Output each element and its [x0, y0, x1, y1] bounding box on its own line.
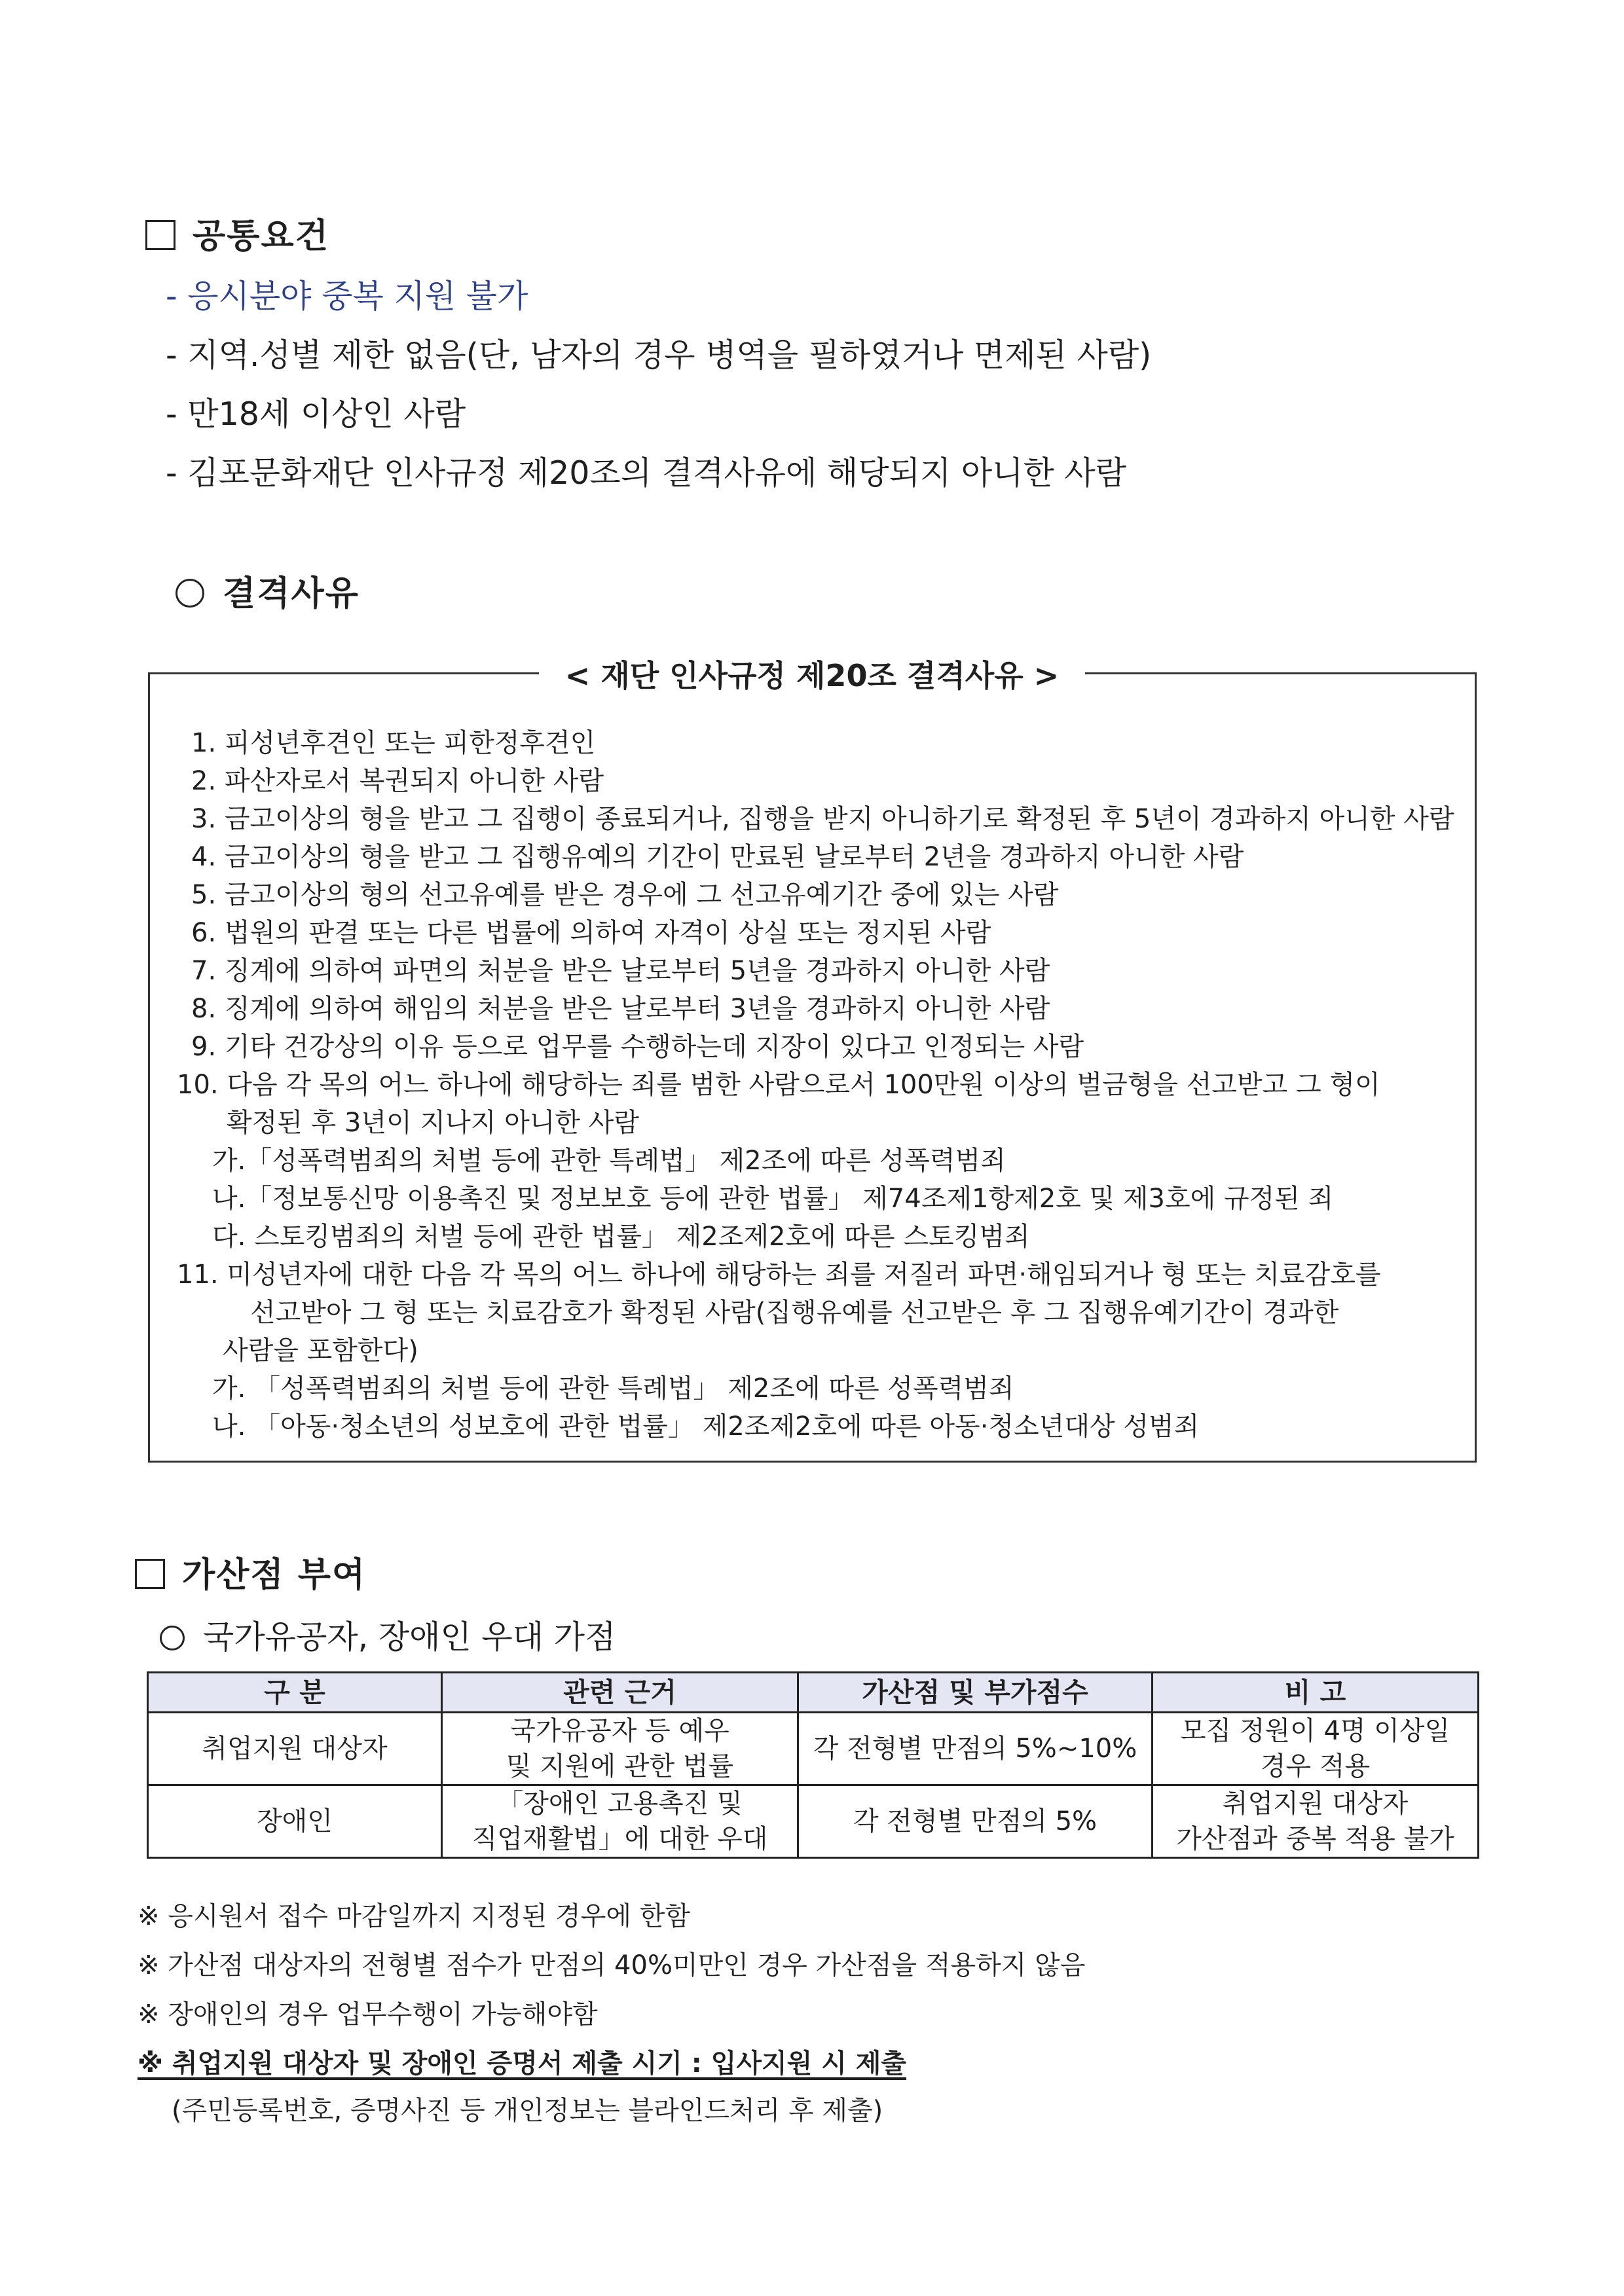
- disq-item-11-cont-2: 사람을 포함한다): [223, 1336, 418, 1366]
- cell-remarks: 취업지원 대상자 가산점과 중복 적용 불가: [1153, 1785, 1479, 1858]
- col-header-category: 구 분: [148, 1673, 442, 1713]
- disq-item-11: 11. 미성년자에 대한 다음 각 목의 어느 하나에 해당하는 죄를 저질러 파면·해임되거나 형 또는 치료감호를: [177, 1260, 1381, 1290]
- cell-category: 장애인: [148, 1785, 442, 1858]
- disq-item-3: 3. 금고이상의 형을 받고 그 집행이 종료되거나, 집행을 받지 아니하기로 확정된 후 5년이 경과하지 아니한 사람: [191, 804, 1454, 834]
- common-heading-text: 공통요건: [193, 217, 329, 256]
- common-item-1: - 응시분야 중복 지원 불가: [166, 278, 528, 315]
- section-disq-heading: [175, 566, 360, 615]
- col-header-remarks: 비 고: [1153, 1673, 1479, 1713]
- cell-remarks: 모집 정원이 4명 이상일 경우 적용: [1153, 1713, 1479, 1785]
- disq-item-11-cont-1: 선고받아 그 형 또는 치료감호가 확정된 사람(집행유예를 선고받은 후 그 집행유예기간이 경과한: [250, 1298, 1339, 1328]
- bonus-table: [147, 1671, 1479, 1859]
- note-3: ※ 장애인의 경우 업무수행이 가능해야함: [138, 1999, 598, 2030]
- disq-item-2: 2. 파산자로서 복권되지 아니한 사람: [191, 766, 604, 796]
- disq-item-1: 1. 피성년후견인 또는 피한정후견인: [191, 728, 596, 758]
- disq-item-9: 9. 기타 건강상의 이유 등으로 업무를 수행하는데 지장이 있다고 인정되는 사람: [191, 1032, 1084, 1062]
- disq-item-7: 7. 징계에 의하여 파면의 처분을 받은 날로부터 5년을 경과하지 아니한 사람: [191, 956, 1050, 986]
- disqualification-box-title: < 재단 인사규정 제20조 결격사유 >: [0, 652, 1624, 695]
- square-bullet-icon: [145, 220, 175, 250]
- disq-item-11-a: 가. 「성폭력범죄의 처벌 등에 관한 특례법」 제2조에 따른 성폭력범죄: [212, 1374, 1014, 1404]
- disq-item-10-b: 나.「정보통신망 이용촉진 및 정보보호 등에 관한 법률」 제74조제1항제2호 및 제3호에 규정된 죄: [212, 1184, 1334, 1214]
- section-common-heading: [145, 208, 329, 257]
- table-row: [148, 1713, 1479, 1785]
- disq-item-10-cont: 확정된 후 3년이 지나지 아니한 사람: [227, 1108, 639, 1138]
- table-header-row: [148, 1673, 1479, 1713]
- disq-item-6: 6. 법원의 판결 또는 다른 법률에 의하여 자격이 상실 또는 정지된 사람: [191, 918, 991, 948]
- note-2: ※ 가산점 대상자의 전형별 점수가 만점의 40%미만인 경우 가산점을 적용하지 않음: [138, 1950, 1086, 1980]
- disq-item-10-c: 다. 스토킹범죄의 처벌 등에 관한 법률」 제2조제2호에 따른 스토킹범죄: [212, 1222, 1030, 1252]
- disq-heading-text: 결격사유: [223, 574, 360, 613]
- cell-category: 취업지원 대상자: [148, 1713, 442, 1785]
- circle-bullet-icon: [160, 1626, 185, 1650]
- disq-item-5: 5. 금고이상의 형의 선고유예를 받은 경우에 그 선고유예기간 중에 있는 사람: [191, 880, 1059, 910]
- common-item-2: - 지역.성별 제한 없음(단, 남자의 경우 병역을 필하였거나 면제된 사람): [166, 337, 1152, 374]
- bonus-subheading: [160, 1612, 616, 1658]
- disq-item-10: 10. 다음 각 목의 어느 하나에 해당하는 죄를 범한 사람으로서 100만원 이상의 벌금형을 선고받고 그 형이: [177, 1070, 1380, 1100]
- circle-bullet-icon: [175, 579, 204, 608]
- cell-points: 각 전형별 만점의 5%: [798, 1785, 1153, 1858]
- disq-item-4: 4. 금고이상의 형을 받고 그 집행유예의 기간이 만료된 날로부터 2년을 경과하지 아니한 사람: [191, 842, 1244, 872]
- col-header-points: 가산점 및 부가점수: [798, 1673, 1153, 1713]
- cell-basis: 국가유공자 등 예우 및 지원에 관한 법률: [442, 1713, 798, 1785]
- bonus-heading-text: 가산점 부여: [182, 1556, 367, 1595]
- note-5-privacy: (주민등록번호, 증명사진 등 개인정보는 블라인드처리 후 제출): [172, 2096, 883, 2126]
- disq-item-10-a: 가.「성폭력범죄의 처벌 등에 관한 특례법」 제2조에 따른 성폭력범죄: [212, 1146, 1006, 1176]
- disq-item-8: 8. 징계에 의하여 해임의 처분을 받은 날로부터 3년을 경과하지 아니한 사람: [191, 994, 1050, 1024]
- section-bonus-heading: [135, 1547, 366, 1596]
- bonus-subheading-text: 국가유공자, 장애인 우대 가점: [203, 1618, 616, 1656]
- common-item-4: - 김포문화재단 인사규정 제20조의 결격사유에 해당되지 아니한 사람: [166, 454, 1127, 492]
- cell-points: 각 전형별 만점의 5%~10%: [798, 1713, 1153, 1785]
- cell-basis: 「장애인 고용촉진 및 직업재활법」에 대한 우대: [442, 1785, 798, 1858]
- note-1: ※ 응시원서 접수 마감일까지 지정된 경우에 한함: [138, 1901, 690, 1931]
- note-4-submission: ※ 취업지원 대상자 및 장애인 증명서 제출 시기 : 입사지원 시 제출: [138, 2049, 907, 2079]
- table-row: [148, 1785, 1479, 1858]
- common-item-3: - 만18세 이상인 사람: [166, 395, 466, 433]
- disq-item-11-b: 나. 「아동·청소년의 성보호에 관한 법률」 제2조제2호에 따른 아동·청소년대상 성범죄: [212, 1412, 1200, 1442]
- col-header-basis: 관련 근거: [442, 1673, 798, 1713]
- square-bullet-icon: [135, 1559, 165, 1589]
